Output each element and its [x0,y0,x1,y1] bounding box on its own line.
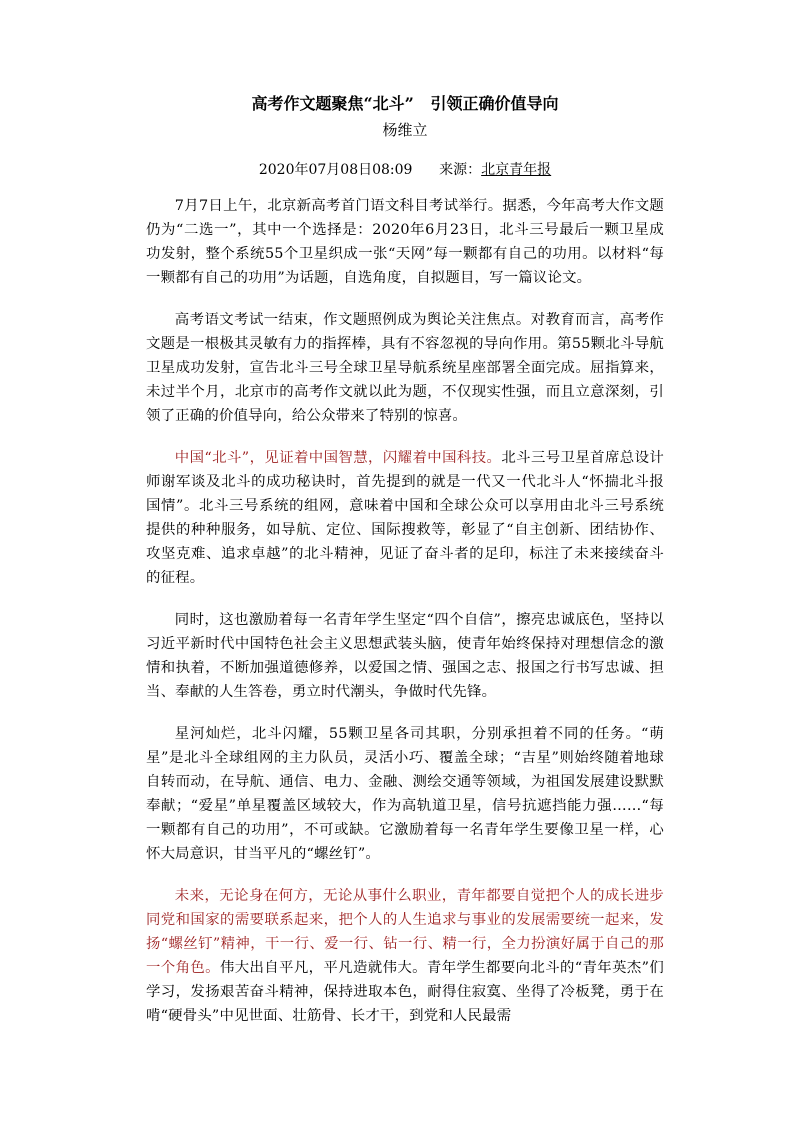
paragraph-text: 伟大出自平凡，平凡造就伟大。青年学生都要向北斗的“青年英杰”们学习，发扬艰苦奋斗精神，保持进取本色，耐得住寂寞、坐得了冷板凳，勇于在啃“硬骨头”中见世面、壮筋骨、长才干，到党和人民最需 [146,960,664,1024]
paragraph-6 [146,884,664,1028]
highlighted-text: 未来，无论身在何方，无论从事什么职业，青年都要自觉把个人的成长进步同党和国家的需要联系起来，把个人的人生追求与事业的发展需要统一起来，发扬“螺丝钉”精神，干一行、爱一行、钻一行、精一行，全力扮演好属于自己的那一个角色。 [146,888,664,976]
publish-date: 2020年07月08日08:09 [258,162,413,178]
paragraph-text: 同时，这也激励着每一名青年学生坚定“四个自信”，擦亮忠诚底色，坚持以习近平新时代中国特色社会主义思想武装头脑，使青年始终保持对理想信念的激情和执着，不断加强道德修养，以爱国之情、强国之志、报国之行书写忠诚、担当、奉献的人生答卷，勇立时代潮头，争做时代先锋。 [146,612,664,700]
paragraph-text: 星河灿烂，北斗闪耀，55颗卫星各司其职，分别承担着不同的任务。“萌星”是北斗全球组网的主力队员，灵活小巧、覆盖全球；“吉星”则始终随着地球自转而动，在导航、通信、电力、金融、测绘交通等领域，为祖国发展建设默默奉献；“爱星”单星覆盖区域较大，作为高轨道卫星，信号抗遮挡能力强……“每一颗都有自己的功用”，不可或缺。它激励着每一名青年学生要像卫星一样，心怀大局意识，甘当平凡的“螺丝钉”。 [146,726,664,862]
paragraph-2 [146,308,664,428]
paragraph-1 [146,194,664,290]
article-author: 杨维立 [382,121,428,139]
article-meta [146,158,664,182]
paragraph-text: 7月7日上午，北京新高考首门语文科目考试举行。据悉，今年高考大作文题仍为“二选一”，其中一个选择是：2020年6月23日，北斗三号最后一颗卫星成功发射，整个系统55个卫星织成一张“天网”每一颗都有自己的功用。以材料“每一颗都有自己的功用”为话题，自选角度，自拟题目，写一篇议论文。 [146,198,664,286]
paragraph-text: 北斗三号卫星首席总设计师谢军谈及北斗的成功秘诀时，首先提到的就是一代又一代北斗人“怀揣北斗报国情”。北斗三号系统的组网，意味着中国和全球公众可以享用由北斗三号系统提供的种种服务，如导航、定位、国际搜救等，彰显了“自主创新、团结协作、攻坚克难、追求卓越”的北斗精神，见证了奋斗者的足印，标注了未来接续奋斗的征程。 [146,450,664,586]
paragraph-4 [146,608,664,704]
article-title: 高考作文题聚焦“北斗” 引领正确价值导向 [251,94,559,113]
paragraph-5 [146,722,664,866]
highlighted-text: 中国“北斗”，见证着中国智慧，闪耀着中国科技。 [174,450,502,466]
source-label: 来源： [439,162,482,178]
source-link[interactable]: 北京青年报 [481,162,552,178]
paragraph-text: 高考语文考试一结束，作文题照例成为舆论关注焦点。对教育而言，高考作文题是一根极其灵敏有力的指挥棒，具有不容忽视的导向作用。第55颗北斗导航卫星成功发射，宣告北斗三号全球卫星导航系统星座部署全面完成。屈指算来，未过半个月，北京市的高考作文就以此为题，不仅现实性强，而且立意深刻，引领了正确的价值导向，给公众带来了特别的惊喜。 [146,312,664,424]
article-body [146,194,664,1046]
paragraph-3 [146,446,664,590]
